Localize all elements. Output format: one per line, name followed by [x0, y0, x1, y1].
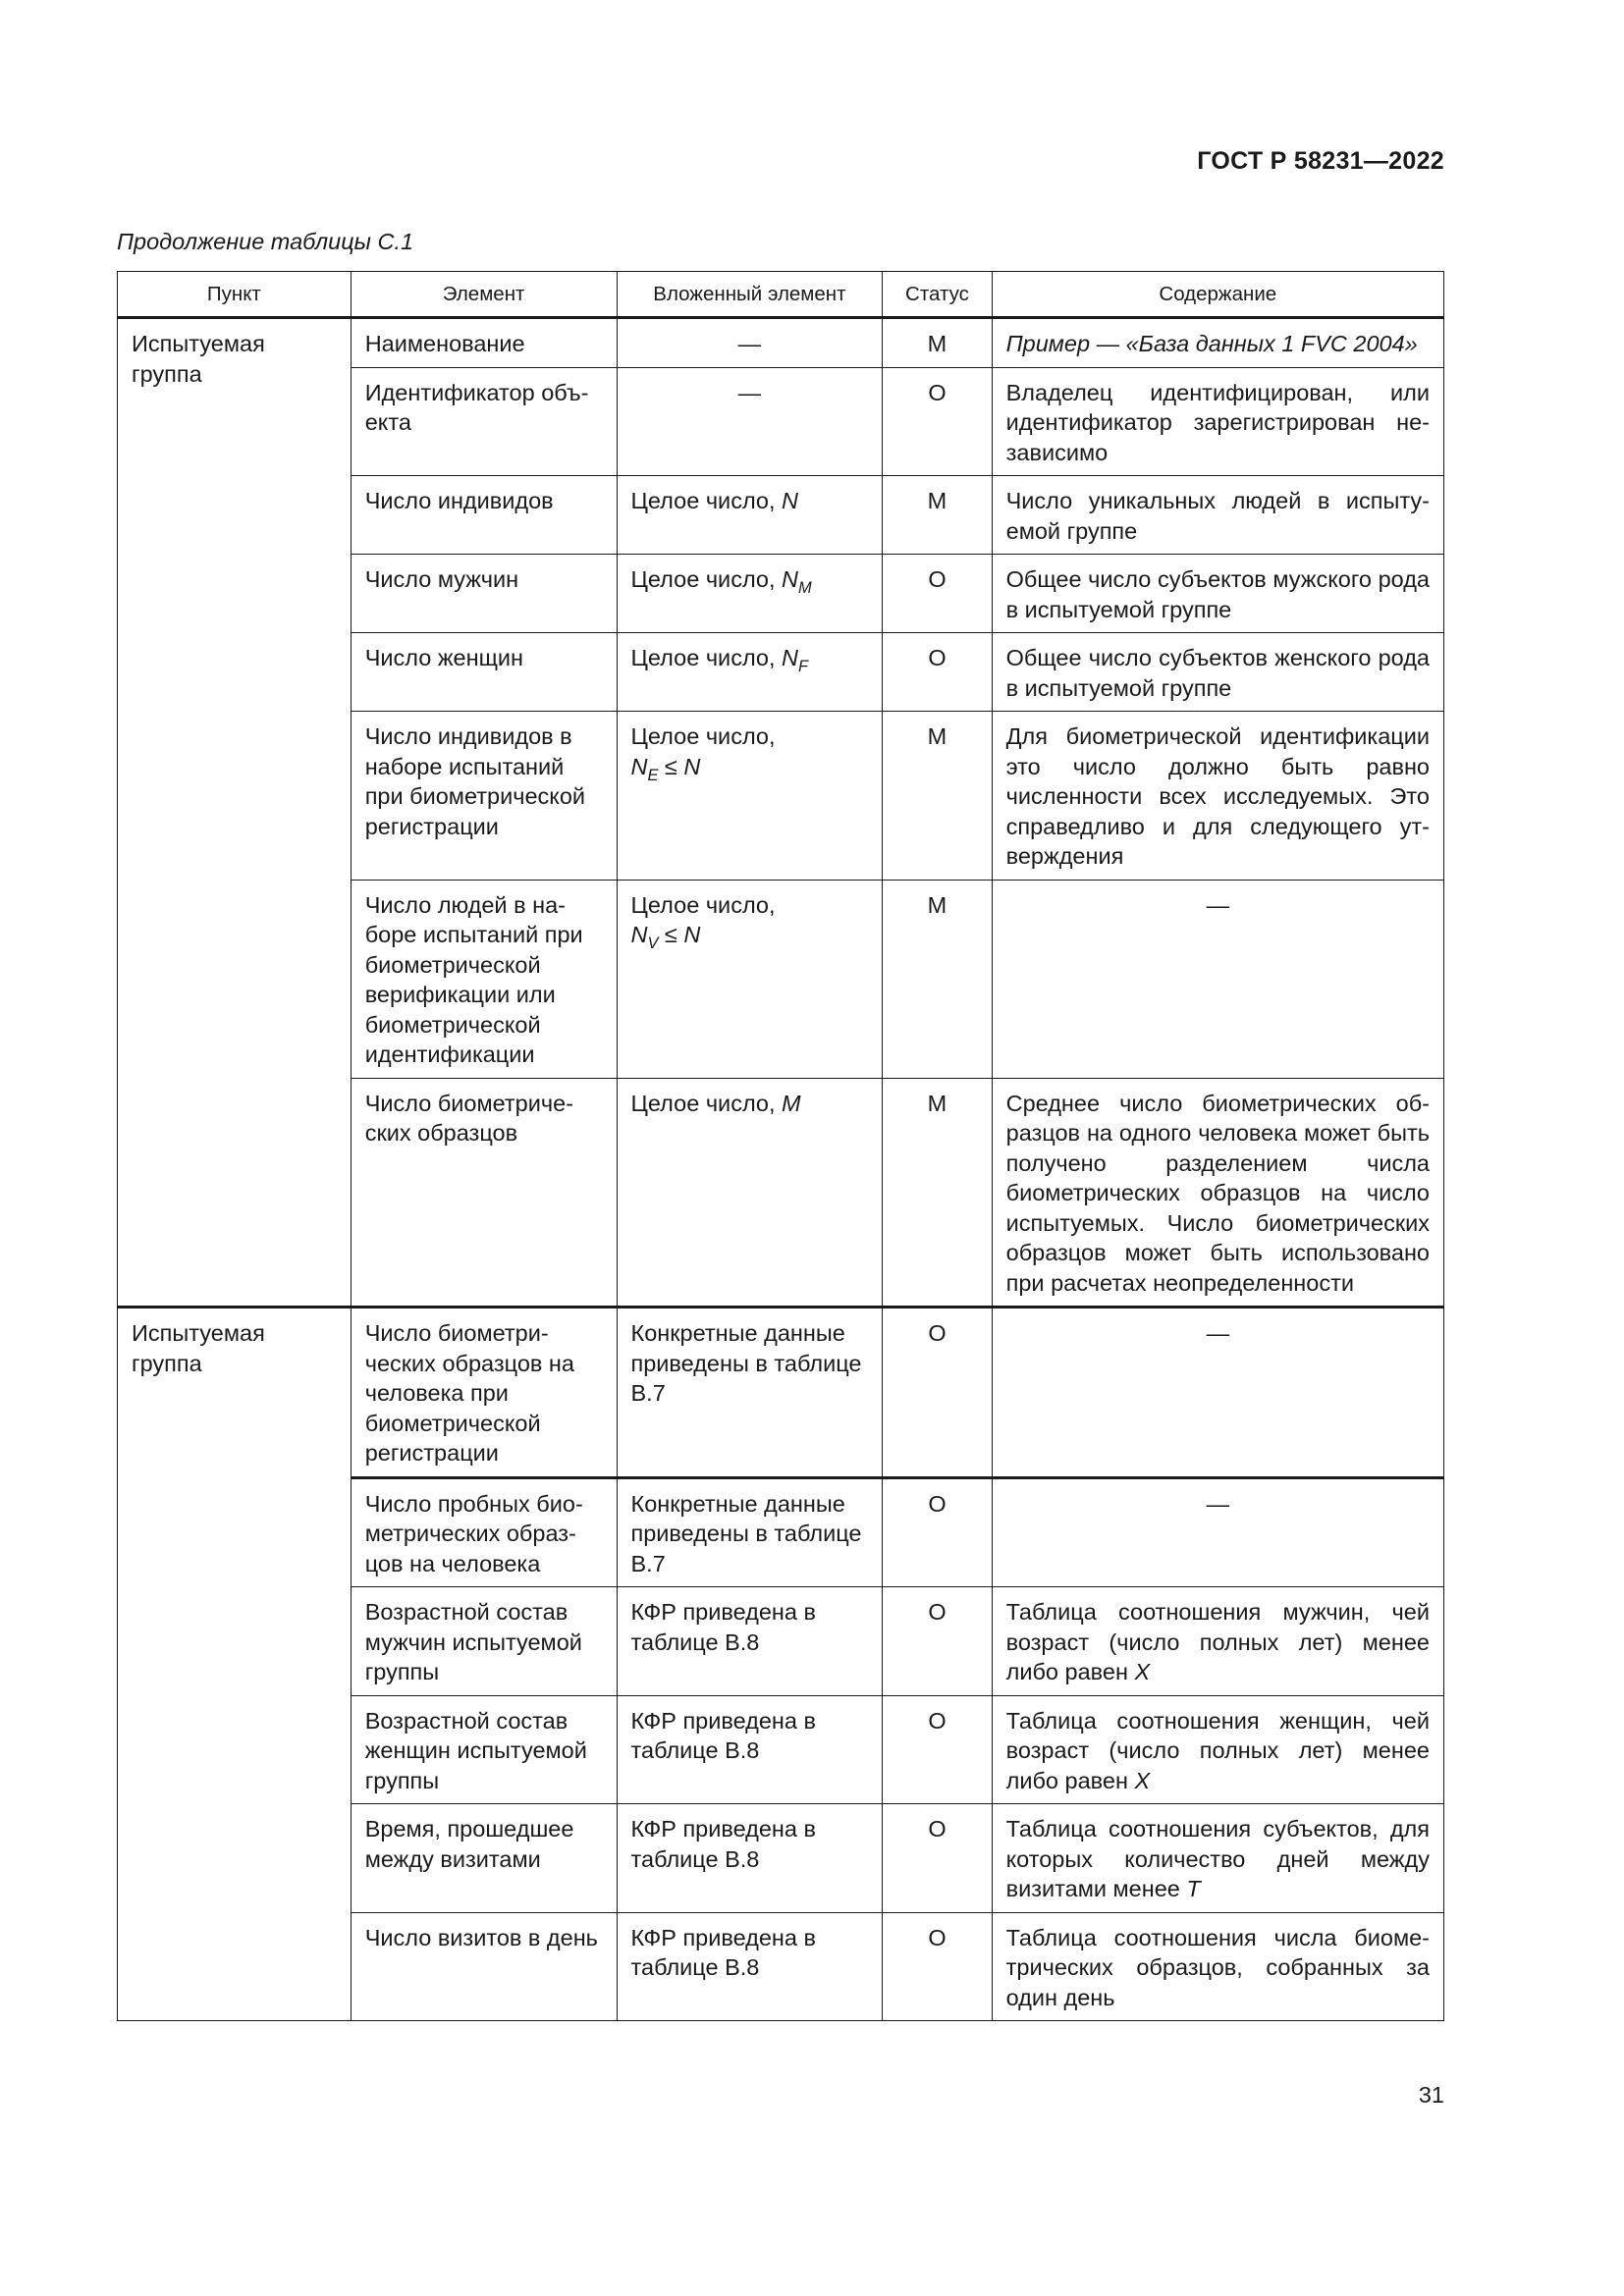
- table-row: [118, 1308, 1444, 1478]
- table-row: [118, 318, 1444, 368]
- nested-cell: —: [617, 367, 883, 476]
- content-variable: X: [1134, 1659, 1151, 1684]
- content-cell: —: [992, 880, 1443, 1078]
- content-cell: [992, 1695, 1443, 1804]
- content-cell: Общее число субъектов женского рода в испытуемой группе: [992, 633, 1443, 712]
- nested-subscript: E: [647, 766, 659, 784]
- content-cell: [992, 1804, 1443, 1913]
- content-cell: —: [992, 1477, 1443, 1587]
- element-cell: Число женщин: [351, 633, 617, 712]
- status-cell: О: [883, 1308, 992, 1478]
- status-cell: М: [883, 880, 992, 1078]
- status-cell: О: [883, 1804, 992, 1913]
- nested-cell: КФР приведена в таблице В.8: [617, 1912, 883, 2021]
- nested-subscript: M: [798, 578, 812, 597]
- nested-cell: Конкретные данные приведены в таблице В.7: [617, 1477, 883, 1587]
- element-cell: Возрастной состав женщин испытуемой группы: [351, 1695, 617, 1804]
- content-text: Таблица соотношения субъектов, для которых количество дней между визитами менее: [1005, 1816, 1430, 1901]
- table-header-row: [118, 272, 1444, 318]
- element-cell: Наименование: [351, 318, 617, 368]
- col-header-element: Элемент: [351, 272, 617, 318]
- content-cell: [992, 1587, 1443, 1696]
- nested-variable: N: [782, 645, 799, 670]
- clause-cell: Испытуемая группа: [118, 1308, 352, 2021]
- content-cell: Владелец идентифицирован, или идентификатор зарегистрирован независимо: [992, 367, 1443, 476]
- nested-cell: КФР приведена в таблице В.8: [617, 1695, 883, 1804]
- standard-designation: ГОСТ Р 58231—2022: [1197, 147, 1444, 175]
- nested-text: Целое число,: [630, 566, 783, 592]
- element-cell: Число мужчин: [351, 555, 617, 633]
- nested-text: Целое число,: [630, 645, 783, 670]
- nested-cell: [617, 476, 883, 555]
- status-cell: М: [883, 1078, 992, 1308]
- nested-variable: N: [630, 753, 648, 779]
- col-header-status: Статус: [883, 272, 992, 318]
- nested-subscript: V: [647, 934, 659, 952]
- status-cell: М: [883, 318, 992, 368]
- status-cell: М: [883, 712, 992, 881]
- nested-cell: —: [617, 318, 883, 368]
- nested-variable-2: N: [683, 922, 701, 947]
- nested-cell: КФР приведена в таблице В.8: [617, 1804, 883, 1913]
- status-cell: О: [883, 555, 992, 633]
- nested-variable: N: [782, 488, 799, 513]
- col-header-nested: Вложенный элемент: [617, 272, 883, 318]
- element-cell: Время, прошедшее между визитами: [351, 1804, 617, 1913]
- element-cell: Число визитов в день: [351, 1912, 617, 2021]
- element-cell: Возрастной состав мужчин испытуемой группы: [351, 1587, 617, 1696]
- content-variable: T: [1186, 1876, 1201, 1901]
- content-cell: Число уникальных людей в испытуемой группе: [992, 476, 1443, 555]
- element-cell: Число пробных биометрических образцов на человека: [351, 1477, 617, 1587]
- nested-subscript: F: [798, 657, 809, 675]
- element-cell: Число индивидов: [351, 476, 617, 555]
- nested-cell: КФР приведена в таблице В.8: [617, 1587, 883, 1696]
- col-header-clause: Пункт: [118, 272, 352, 318]
- nested-variable: N: [782, 566, 799, 592]
- element-cell: Число индивидов в наборе испытаний при биометрической регистрации: [351, 712, 617, 881]
- content-text: Таблица соотношения женщин, чей возраст (число полных лет) менее либо равен: [1005, 1707, 1430, 1793]
- nested-text: Целое число,: [630, 488, 783, 513]
- element-cell: Число биометрических образцов: [351, 1078, 617, 1308]
- status-cell: О: [883, 633, 992, 712]
- content-cell: Среднее число биометрических образцов на одного человека может быть получено разделением числа биометрических образцов на число испытуемых. Число биометрических образцов может быть использовано при расчетах неопределенности: [992, 1078, 1443, 1308]
- nested-text: Целое число,: [630, 723, 776, 749]
- content-cell: Общее число субъектов мужского рода в испытуемой группе: [992, 555, 1443, 633]
- clause-cell: Испытуемая группа: [118, 318, 352, 1308]
- nested-cell: Конкретные данные приведены в таблице В.7: [617, 1308, 883, 1478]
- content-cell: —: [992, 1308, 1443, 1478]
- status-cell: О: [883, 1587, 992, 1696]
- status-cell: О: [883, 1912, 992, 2021]
- nested-cell: [617, 1078, 883, 1308]
- nested-variable-2: N: [683, 753, 701, 779]
- page-number: 31: [1418, 2082, 1444, 2108]
- status-cell: О: [883, 1695, 992, 1804]
- nested-cell: [617, 880, 883, 1078]
- table-caption: Продолжение таблицы С.1: [117, 229, 414, 254]
- element-cell: Идентификатор объекта: [351, 367, 617, 476]
- element-cell: Число биометрических образцов на человека при биометрической регистрации: [351, 1308, 617, 1478]
- col-header-content: Содержание: [992, 272, 1443, 318]
- nested-variable: N: [630, 922, 648, 947]
- nested-text: Целое число,: [630, 1090, 783, 1116]
- nested-variable: M: [782, 1090, 801, 1116]
- nested-relation: ≤: [658, 753, 684, 779]
- content-cell: Таблица соотношения числа биометрических образцов, собранных за один день: [992, 1912, 1443, 2021]
- status-cell: О: [883, 367, 992, 476]
- status-cell: М: [883, 476, 992, 555]
- nested-cell: [617, 633, 883, 712]
- element-cell: Число людей в наборе испытаний при биометрической верификации или биометрической идентификации: [351, 880, 617, 1078]
- nested-cell: [617, 712, 883, 881]
- content-cell: Пример — «База данных 1 FVC 2004»: [992, 318, 1443, 368]
- content-text: Таблица соотношения мужчин, чей возраст (число полных лет) менее либо равен: [1005, 1599, 1430, 1684]
- nested-text: Целое число,: [630, 891, 776, 918]
- nested-cell: [617, 555, 883, 633]
- status-cell: О: [883, 1477, 992, 1587]
- content-variable: X: [1134, 1767, 1151, 1793]
- content-cell: Для биометрической идентификации это число должно быть равно численности всех исследуемых. Это справедливо и для следующего утверждения: [992, 712, 1443, 881]
- nested-relation: ≤: [658, 922, 684, 947]
- spec-table: [117, 271, 1444, 2021]
